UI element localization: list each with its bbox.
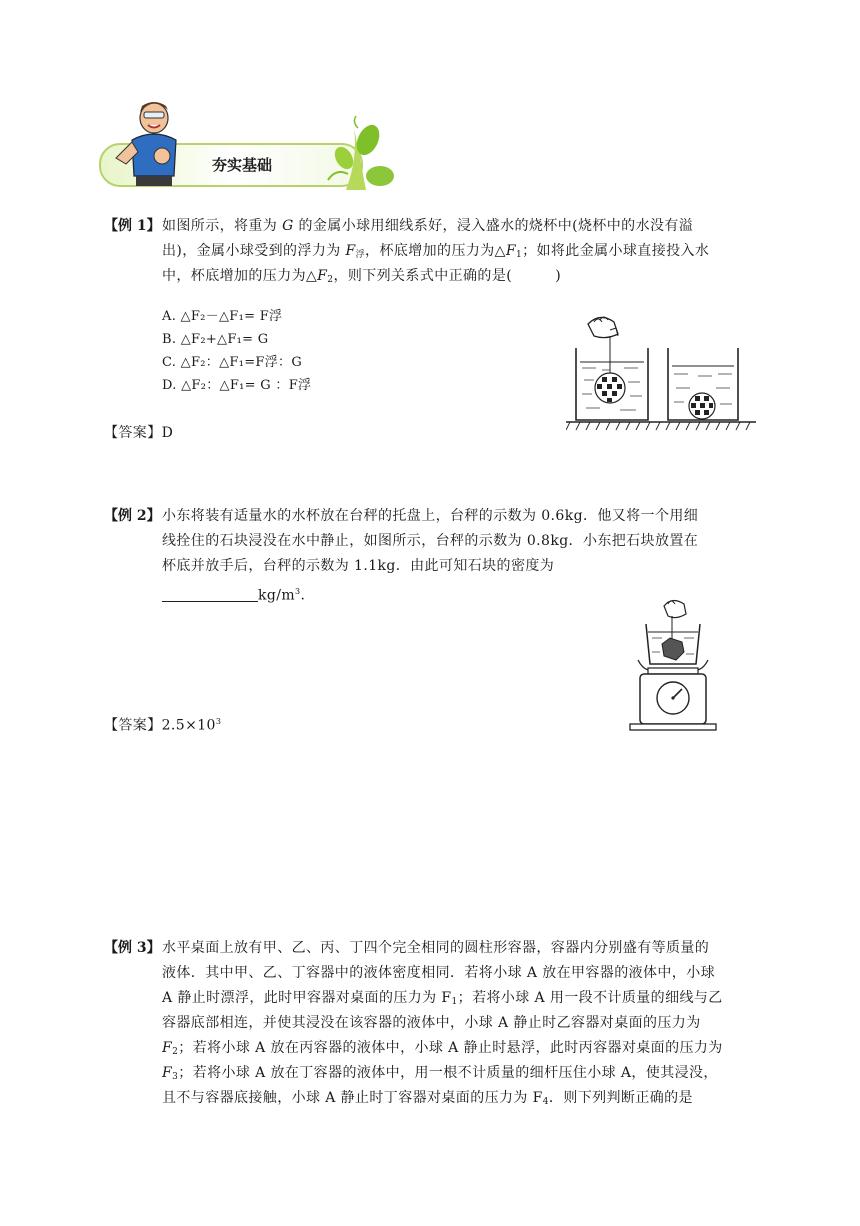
banner-graphic	[96, 98, 396, 198]
example-1-tag: 【例 1】	[104, 218, 161, 234]
example-3-line-1: 水平桌面上放有甲、乙、丙、丁四个完全相同的圆柱形容器，容器内分别盛有等质量的	[162, 940, 710, 956]
hand-icon	[588, 317, 618, 338]
example-2-line-4: $kg/m^3$.	[162, 580, 305, 608]
example-1-line-1: 如图所示，将重为 G 的金属小球用细线系好，浸入盛水的烧杯中(烧杯中的水没有溢	[162, 218, 694, 234]
example-2-line-3: 杯底并放手后，台秤的示数为 1.1kg．由此可知石块的密度为	[162, 558, 555, 574]
example-3-line-3: A 静止时漂浮，此时甲容器对桌面的压力为 $F_1$；若将小球 A 用一段不计质量的细线与乙	[162, 990, 723, 1007]
example-2-line-1: 小东将装有适量水的水杯放在台秤的托盘上，台秤的示数为 0.6kg．他又将一个用细	[162, 508, 699, 524]
example-2-tag: 【例 2】	[104, 508, 161, 524]
example-1-line-3: 中，杯底增加的压力为$\triangle F_2$，则下列关系式中正确的是( )	[162, 268, 562, 285]
scale-figure	[628, 598, 718, 734]
option-a: A. △F₂－△F₁= F浮	[162, 309, 283, 324]
hand-icon	[664, 600, 686, 617]
example-3-line-6: $F_3$；若将小球 A 放在丁容器的液体中，用一根不计质量的细杆压住小球 A，使其浸没，	[162, 1065, 718, 1082]
option-c: C. △F₂：△F₁=F浮：G	[162, 355, 303, 370]
example-3-line-2: 液体．其中甲、乙、丁容器中的液体密度相同．若将小球 A 放在甲容器的液体中，小球	[162, 965, 716, 981]
section-banner	[96, 98, 396, 198]
option-b: B. △F₂+△F₁= G	[162, 332, 269, 347]
example-2-answer: 【答案】$2.5\times 10^3$	[104, 717, 222, 734]
example-1-answer: 【答案】D	[104, 425, 174, 441]
example-3-tag: 【例 3】	[104, 940, 161, 956]
banner-title: 夯实基础	[212, 156, 273, 174]
answer-blank	[162, 587, 258, 602]
option-d: D. △F₂：△F₁= G ：F浮	[162, 378, 312, 393]
example-1-line-2: 出)，金属小球受到的浮力为 $F_浮$，杯底增加的压力为$\triangle F_1$；如将此金属小球直接投入水	[162, 243, 710, 260]
example-3-line-4: 容器底部相连，并使其浸没在该容器的液体中，小球 A 静止时乙容器对桌面的压力为	[162, 1015, 701, 1031]
example-2-line-2: 线拴住的石块浸没在水中静止，如图所示，台秤的示数为 0.8kg．小东把石块放置在	[162, 533, 699, 549]
example-3-line-7: 且不与容器底接触，小球 A 静止时丁容器对桌面的压力为 $F_4$．则下列判断正确的是	[162, 1090, 693, 1107]
example-3-line-5: $F_2$；若将小球 A 放在丙容器的液体中，小球 A 静止时悬浮，此时丙容器对桌面的压力为	[162, 1040, 723, 1057]
beaker-right-icon	[668, 348, 738, 420]
beakers-figure	[566, 308, 756, 436]
beaker-left-icon	[576, 348, 648, 420]
